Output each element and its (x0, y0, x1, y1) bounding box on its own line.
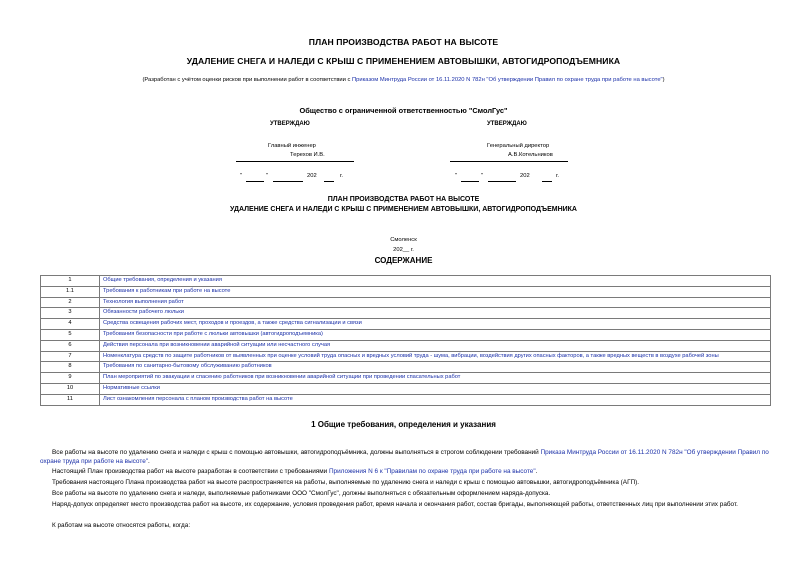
toc-row[interactable] (41, 362, 771, 373)
toc-link[interactable]: Лист ознакомления персонала с планом производства работ на высоте (100, 394, 771, 405)
right-signature-line (450, 161, 568, 162)
section1-paragraph-1 (40, 449, 771, 467)
p2-text: Настоящий План производства работ на высоте разработан в соответствии с требованиями (52, 468, 329, 475)
doc-title-line1: ПЛАН ПРОИЗВОДСТВА РАБОТ НА ВЫСОТЕ (327, 196, 480, 203)
toc-link[interactable]: Нормативные ссылки (100, 383, 771, 394)
p1-order-link[interactable]: Приказа Минтруда России от 16.11.2020 N 782н "Об утверждении Правил по охране труда при работе на высоте" (40, 449, 769, 465)
left-signer-name: Терехов И.В. (290, 152, 325, 158)
toc-link[interactable]: Обязанности рабочего люльки (100, 308, 771, 319)
toc-number: 5 (41, 329, 100, 340)
toc-link[interactable]: Требования к работникам при работе на высоте (100, 286, 771, 297)
toc-link[interactable]: Общие требования, определения и указания (100, 276, 771, 287)
doc-title-line2: УДАЛЕНИЕ СНЕГА И НАЛЕДИ С КРЫШ С ПРИМЕНЕНИЕМ АВТОВЫШКИ, АВТОГИДРОПОДЪЕМНИКА (230, 206, 577, 213)
toc-number: 8 (41, 362, 100, 373)
right-year: 202 (520, 173, 530, 179)
toc-row[interactable] (41, 276, 771, 287)
toc-link[interactable]: План мероприятий по эвакуации и спасению работников при возникновении аварийной ситуации при проведении спасательных работ (100, 373, 771, 384)
p1-suffix: . (148, 457, 150, 465)
left-position: Главный инженер (268, 143, 316, 149)
note-suffix: ) (662, 77, 665, 83)
section1-paragraph-2 (40, 468, 771, 477)
toc-link[interactable]: Средства освещения рабочих мест, проходов и проездов, а также средства сигнализации и связи (100, 319, 771, 330)
left-year: 202 (307, 173, 317, 179)
toc-number: 11 (41, 394, 100, 405)
toc-table (40, 275, 771, 406)
right-year-line (542, 181, 552, 182)
toc-number: 6 (41, 340, 100, 351)
toc-number: 1.1 (41, 286, 100, 297)
toc-number: 7 (41, 351, 100, 362)
p1-text: Все работы на высоте по удалению снега и наледи с крыш с помощью автовышки, автогидроподъёмника, должны выполняться в строгом соблюдении требований (52, 449, 541, 456)
left-day-line (246, 181, 264, 182)
toc-row[interactable] (41, 286, 771, 297)
company-name: Общество с ограниченной ответственностью "СмолГус" (299, 106, 508, 115)
toc-number: 1 (41, 276, 100, 287)
section1-paragraph-4: Все работы на высоте по удалению снега и наледи, выполняемые работниками ООО "СмолГус", должны выполняться с обязательным оформлением наряда-допуска. (52, 490, 551, 497)
plan-title: ПЛАН ПРОИЗВОДСТВА РАБОТ НА ВЫСОТЕ (308, 37, 499, 47)
toc-row[interactable] (41, 351, 771, 362)
left-g: г. (340, 173, 344, 179)
doc-year: 202__ г. (393, 247, 414, 253)
order-link[interactable]: Приказом Минтруда России от 16.11.2020 N 782н "Об утверждении Правил по охране труда при работе на высоте" (352, 77, 663, 83)
section1-paragraph-6: К работам на высоте относятся работы, когда: (52, 522, 191, 529)
toc-row[interactable] (41, 383, 771, 394)
approve-label-left: УТВЕРЖДАЮ (270, 121, 310, 127)
development-note (0, 77, 807, 83)
right-month-line (488, 181, 516, 182)
right-position: Генеральный директор (487, 143, 550, 149)
toc-row[interactable] (41, 308, 771, 319)
toc-link[interactable]: Требования безопасности при работе с люльки автовышки (автогидроподъемника) (100, 329, 771, 340)
p2-appendix-link[interactable]: Приложения N 6 к "Правилам по охране труда при работе на высоте" (328, 468, 536, 475)
left-month-line (273, 181, 303, 182)
toc-link[interactable]: Технология выполнения работ (100, 297, 771, 308)
toc-number: 2 (41, 297, 100, 308)
right-day-line (461, 181, 479, 182)
section1-paragraph-5: Наряд-допуск определяет место производства работ на высоте, их содержание, условия проведения работ, время начала и окончания работ, состав бригады, выполняющей работы, ответственных лиц при выполнении этих работ. (52, 501, 738, 508)
approve-label-right: УТВЕРЖДАЮ (487, 121, 527, 127)
contents-heading: СОДЕРЖАНИЕ (374, 256, 433, 265)
left-year-line (324, 181, 334, 182)
p2-suffix: . (535, 468, 538, 475)
right-g: г. (556, 173, 560, 179)
plan-subtitle: УДАЛЕНИЕ СНЕГА И НАЛЕДИ С КРЫШ С ПРИМЕНЕНИЕМ АВТОВЫШКИ, АВТОГИДРОПОДЪЕМНИКА (186, 56, 621, 66)
right-signer-name: А.В.Котельников (508, 152, 553, 158)
toc-row[interactable] (41, 297, 771, 308)
toc-number: 10 (41, 383, 100, 394)
left-signature-line (236, 161, 354, 162)
section1-heading: 1 Общие требования, определения и указания (311, 420, 496, 429)
toc-link[interactable]: Требования по санитарно-бытовому обслуживанию работников (100, 362, 771, 373)
toc-row[interactable] (41, 394, 771, 405)
section1-paragraph-3: Требования настоящего Плана производства работ на высоте распространяется на работы, выполняемые по удалению снега и наледи с крыш с помощью автовышки, автогидроподъёмника (АГП). (52, 479, 640, 486)
left-date-quote-close: " (266, 173, 269, 179)
right-date-quote-open: " (455, 173, 458, 179)
toc-number: 9 (41, 373, 100, 384)
toc-number: 3 (41, 308, 100, 319)
note-prefix: (Разработан с учётом оценки рисков при выполнении работ в соответствии с (142, 77, 352, 83)
toc-number: 4 (41, 319, 100, 330)
toc-row[interactable] (41, 329, 771, 340)
toc-row[interactable] (41, 340, 771, 351)
toc-link[interactable]: Действия персонала при возникновении аварийной ситуации или несчастного случая (100, 340, 771, 351)
toc-row[interactable] (41, 319, 771, 330)
right-date-quote-close: " (481, 173, 484, 179)
left-date-quote-open: " (240, 173, 243, 179)
city: Смоленск (390, 237, 417, 243)
toc-row[interactable] (41, 373, 771, 384)
toc-link[interactable]: Номенклатура средств по защите работников от выявленных при оценке условий труда опасных и вредных условий труда - шума, вибрации, воздействия других опасных факторов, а также вредных веществ в воздухе рабочей зоны (100, 351, 771, 362)
